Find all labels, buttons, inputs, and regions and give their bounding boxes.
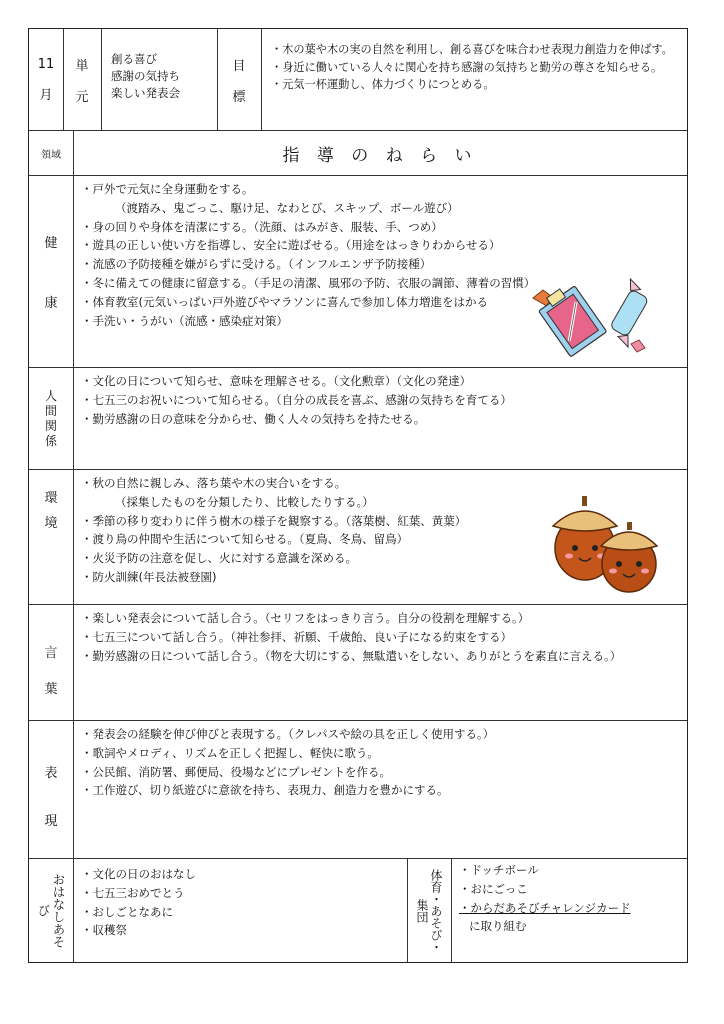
stories-list: ・文化の日のおはなし ・七五三おめでとう ・おしごとなあに ・収穫祭 (81, 867, 196, 938)
aims-header-row (29, 131, 687, 176)
area-label: 領域 (41, 149, 61, 161)
header-row (29, 29, 687, 131)
section-expression (29, 721, 687, 859)
chitose-ame-candy-illustration (519, 278, 654, 358)
relations-label: 人 間 関 係 (44, 388, 57, 448)
month-number: 11 (37, 56, 55, 72)
pe-label: 体育・あそび・集団 (415, 868, 443, 953)
pe-list: ・ドッチボール ・おにごっこ ・からだあそびチャレンジカード に取り組む (459, 863, 631, 934)
footer-row (29, 859, 687, 962)
aims-title: 指 導 の ね ら い (282, 145, 478, 166)
goal-label: 目 標 (232, 58, 246, 105)
section-health (29, 176, 687, 368)
language-label: 言 葉 (44, 645, 58, 698)
month-unit: 月 (39, 87, 53, 103)
unit-label: 単 元 (75, 58, 89, 105)
environment-label: 環 境 (44, 491, 58, 531)
goals-list: ・木の葉や木の実の自然を利用し、創る喜びを味合わせ表現力創造力を伸ばす。 ・身近に働いている人々に関心を持ち感謝の気持ちと勤労の尊さを知らせる。 ・元気一杯運動し、体力づくりにつとめる。 (271, 43, 673, 91)
stories-label: おはなしあそび (36, 873, 66, 948)
month-cell (29, 29, 63, 130)
unit-items: 創る喜び 感謝の気持ち 楽しい発表会 (111, 52, 180, 100)
language-content: ・楽しい発表会について話し合う。（セリフをはっきり言う。自分の役割を理解する。） ・七五三について話し合う。（神社参拝、祈願、千歳飴、良い子になる約束をする） ・勤労感謝の日について話し合う。（物を大切にする、無駄遣いをしない、ありがとうを素直に言える。） (81, 611, 622, 663)
health-content: ・戸外で元気に全身運動をする。 （渡踏み、鬼ごっこ、駆け足、なわとび、スキップ、ボール遊び） ・身の回りや身体を清潔にする。（洗顔、はみがき、服装、手、つめ） ・遊具の正しい使い方を指導し、安全に遊ばせる。（用途をはっきりわからせる） ・流感の予防接種を嫌がらずに受ける。（インフルエンザ予防接種） ・冬に備えての健康に留意する。（手足の清潔、風邪の予防、衣服の調節、薄着の習慣） ・体育教室(元気いっぱい戸外遊びやマラソンに喜んで参加し体力増進をはかる ・手洗い・うがい（流感・感染症対策） (81, 182, 536, 328)
section-language (29, 605, 687, 721)
environment-content: ・秋の自然に親しみ、落ち葉や木の実合いをする。 （採集したものを分類したり、比較したりする。） ・季節の移り変わりに伴う樹木の様子を観察する。（落葉樹、紅葉、黄葉） ・渡り鳥の仲間や生活について知らせる。（夏鳥、冬鳥、留鳥） ・火災予防の注意を促し、火に対する意識を深める。 ・防火訓練(年長法被登園) (81, 476, 467, 584)
section-relations (29, 368, 687, 470)
curriculum-sheet (28, 28, 688, 963)
acorn-characters-illustration (547, 486, 662, 594)
health-label: 健 康 (44, 236, 58, 311)
section-environment (29, 470, 687, 605)
expression-label: 表 現 (44, 765, 58, 830)
expression-content: ・発表会の経験を伸び伸びと表現する。（クレパスや絵の具を正しく使用する。） ・歌詞やメロディ、リズムを正しく把握し、軽快に歌う。 ・公民館、消防署、郵便局、役場などにプレゼントを作る。 ・工作遊び、切り紙遊びに意欲を持ち、表現力、創造力を豊かにする。 (81, 727, 495, 798)
relations-content: ・文化の日について知らせ、意味を理解させる。（文化勲章）（文化の発達） ・七五三のお祝いについて知らせる。（自分の成長を喜ぶ、感謝の気持ちを育てる） ・勤労感謝の日の意味を分からせ、働く人々の気持ちを持たせる。 (81, 374, 512, 426)
